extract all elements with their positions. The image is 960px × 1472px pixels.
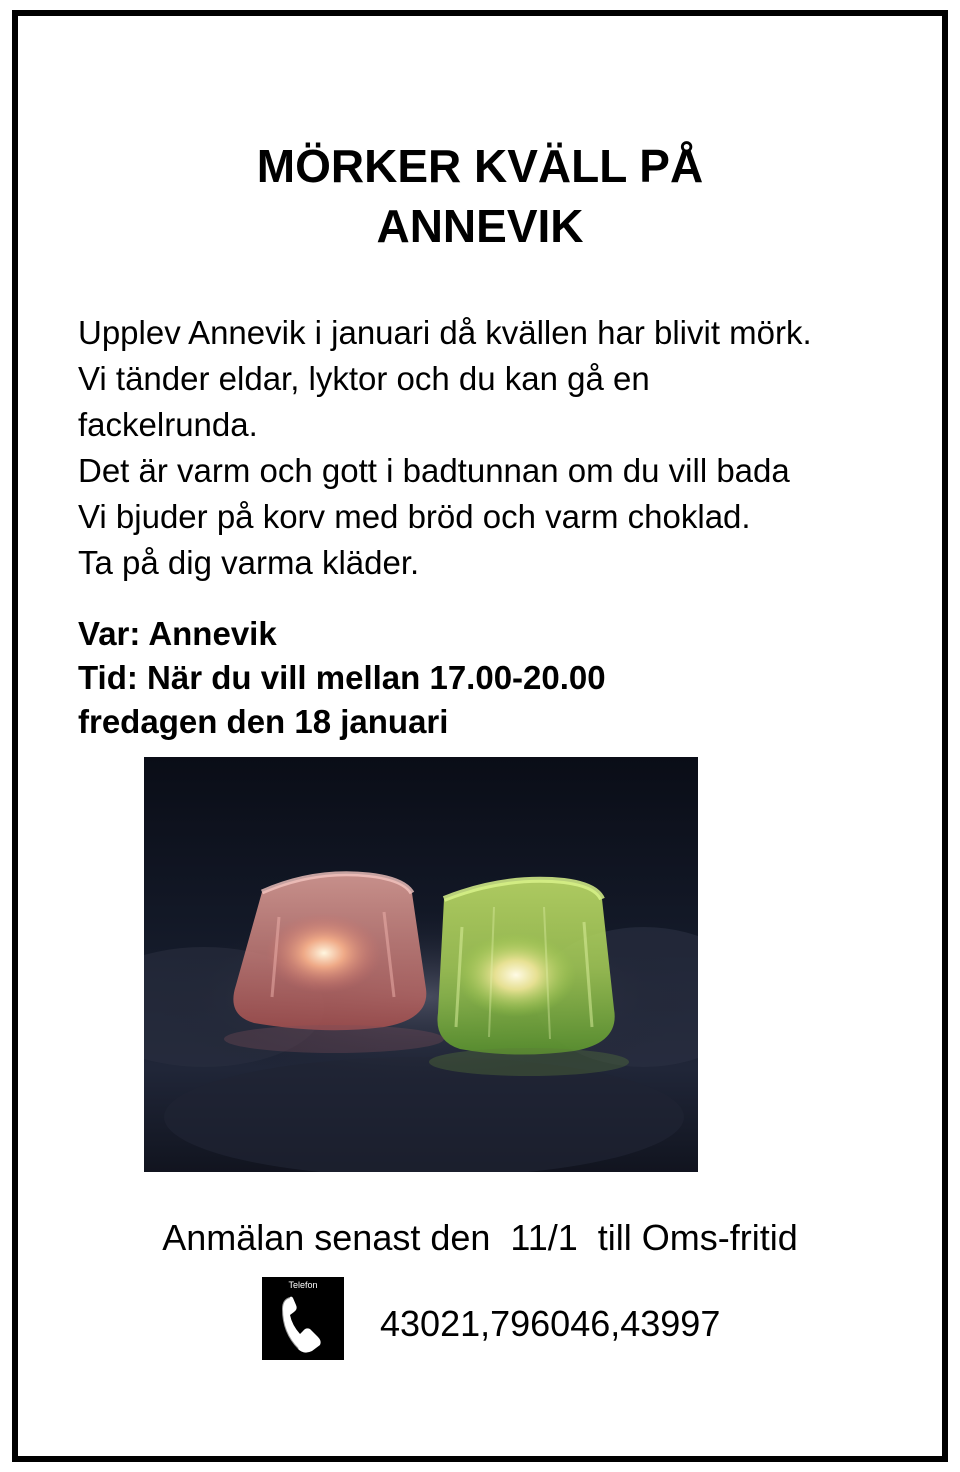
ice-lanterns-photo (144, 757, 698, 1172)
event-time: Tid: När du vill mellan 17.00-20.00 (78, 659, 606, 696)
phone-numbers: 43021,796046,43997 (380, 1303, 721, 1344)
intro-line: Ta på dig varma kläder. (78, 544, 420, 581)
page-title (0, 136, 960, 256)
intro-line: Vi tänder eldar, lyktor och du kan gå en (78, 360, 650, 397)
intro-text (78, 310, 812, 586)
event-location: Var: Annevik (78, 615, 277, 652)
event-details (78, 612, 606, 744)
intro-line: fackelrunda. (78, 406, 258, 443)
intro-line: Det är varm och gott i badtunnan om du vill bada (78, 452, 790, 489)
telephone-icon-caption: Telefon (288, 1280, 318, 1290)
intro-line: Vi bjuder på korv med bröd och varm choklad. (78, 498, 751, 535)
title-line-2: ANNEVIK (376, 200, 584, 252)
telephone-icon (262, 1277, 344, 1360)
title-line-1: MÖRKER KVÄLL PÅ (256, 140, 704, 192)
registration-note: Anmälan senast den 11/1 till Oms-fritid (162, 1217, 798, 1258)
event-date: fredagen den 18 januari (78, 703, 449, 740)
intro-line: Upplev Annevik i januari då kvällen har blivit mörk. (78, 314, 812, 351)
handset-icon (276, 1293, 330, 1355)
